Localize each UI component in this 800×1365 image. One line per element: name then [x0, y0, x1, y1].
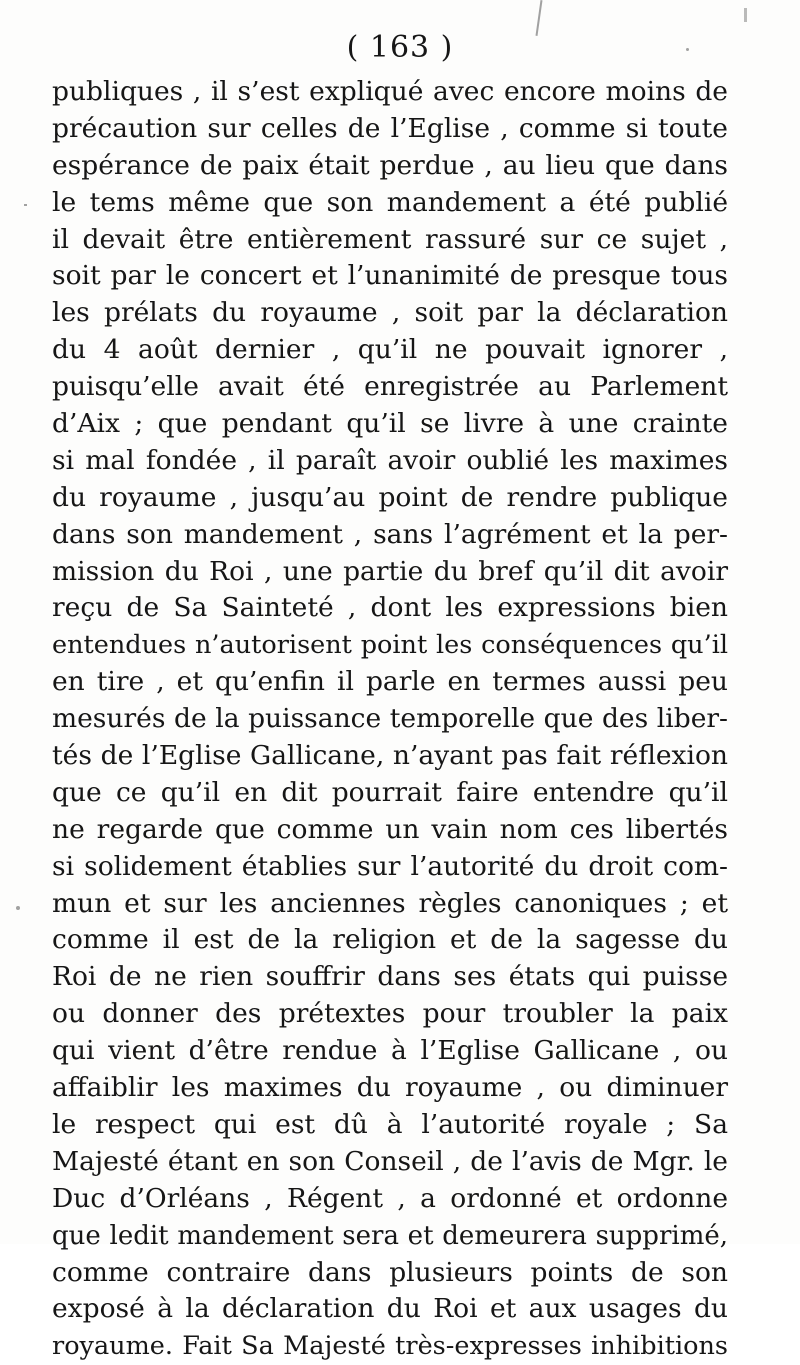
text-line: que ledit mandement sera et demeurera supprimé,	[52, 1220, 728, 1251]
text-line: il devait être entièrement rassuré sur ce sujet ,	[52, 223, 728, 255]
text-line: publiques , il s’est expliqué avec encore moins de	[52, 76, 728, 107]
text-line: exposé à la déclaration du Roi et aux usages du	[52, 1293, 728, 1325]
scan-mark	[744, 8, 747, 22]
text-line: espérance de paix était perdue , au lieu que dans	[52, 149, 728, 181]
text-line: comme contraire dans plusieurs points de son	[52, 1256, 728, 1288]
text-line: dans son mandement , sans l’agrément et la per-	[52, 518, 728, 550]
text-line: soit par le concert et l’unanimité de presque tous	[52, 260, 728, 292]
text-line: d’Aix ; que pendant qu’il se livre à une crainte	[52, 408, 728, 440]
text-line: que ce qu’il en dit pourrait faire entendre qu’il	[52, 776, 728, 808]
text-line: précaution sur celles de l’Eglise , comme si toute	[52, 112, 728, 144]
text-line: qui vient d’être rendue à l’Eglise Gallicane , ou	[52, 1035, 728, 1067]
text-line: comme il est de la religion et de la sagesse du	[52, 924, 728, 956]
text-line: mission du Roi , une partie du bref qu’il dit avoir	[52, 555, 728, 587]
text-line: mesurés de la puissance temporelle que des liber-	[52, 703, 728, 735]
body-text	[52, 74, 728, 1365]
text-line: mun et sur les anciennes règles canoniques ; et	[52, 887, 728, 919]
text-line: si mal fondée , il paraît avoir oublié les maximes	[52, 444, 728, 476]
text-line: le respect qui est dû à l’autorité royale ; Sa	[52, 1108, 728, 1140]
text-line: Majesté étant en son Conseil , de l’avis de Mgr. le	[52, 1145, 728, 1177]
scan-mark	[24, 204, 27, 206]
text-line: ne regarde que comme un vain nom ces libertés	[52, 813, 728, 845]
text-line: royaume. Fait Sa Majesté très-expresses inhibitions	[52, 1331, 728, 1362]
text-line: Duc d’Orléans , Régent , a ordonné et ordonne	[52, 1182, 728, 1214]
page-number: ( 163 )	[346, 30, 454, 65]
text-line: en tire , et qu’enfin il parle en termes aussi peu	[52, 666, 728, 698]
text-line: le tems même que son mandement a été publié	[52, 186, 728, 218]
text-line: du 4 août dernier , qu’il ne pouvait ignorer ,	[52, 334, 728, 366]
text-line: puisqu’elle avait été enregistrée au Parlement	[52, 371, 728, 403]
text-line: ou donner des prétextes pour troubler la paix	[52, 998, 728, 1030]
text-line: les prélats du royaume , soit par la déclaration	[52, 297, 728, 329]
text-line: affaiblir les maximes du royaume , ou diminuer	[52, 1072, 728, 1104]
text-line: reçu de Sa Sainteté , dont les expressions bien	[52, 592, 728, 624]
text-line: si solidement établies sur l’autorité du droit com-	[52, 850, 728, 882]
text-line: entendues n’autorisent point les conséquences qu’il	[52, 630, 728, 661]
text-line: tés de l’Eglise Gallicane, n’ayant pas fait réflexion	[52, 740, 728, 772]
text-line: du royaume , jusqu’au point de rendre publique	[52, 481, 728, 513]
text-line: Roi de ne rien souffrir dans ses états qui puisse	[52, 961, 728, 993]
scan-mark	[16, 906, 20, 910]
